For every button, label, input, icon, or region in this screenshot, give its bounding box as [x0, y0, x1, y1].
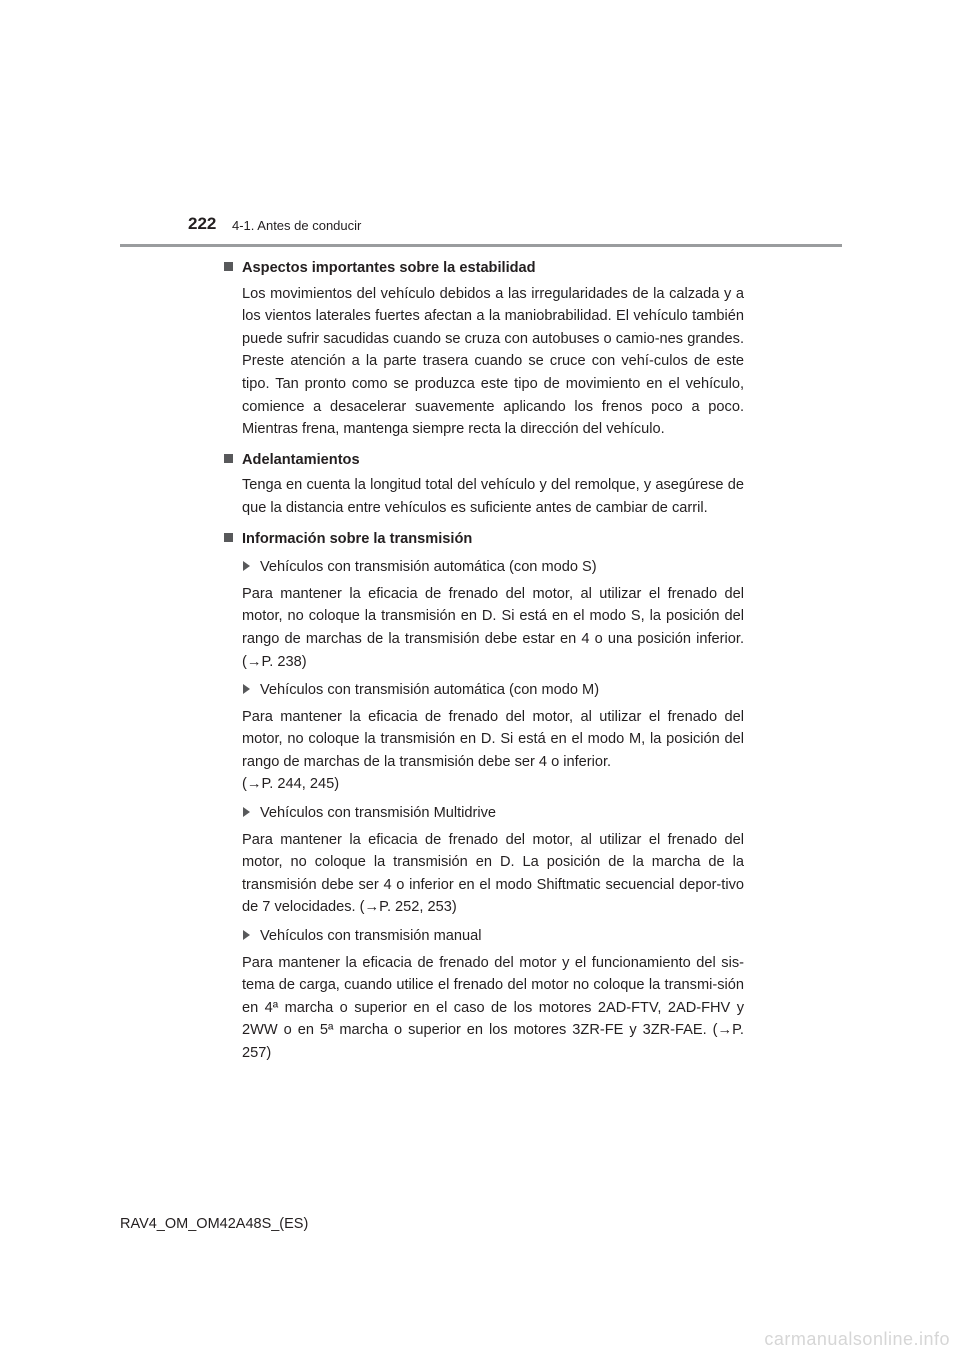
- subsection-heading: [242, 925, 744, 948]
- subsection-title: Vehículos con transmisión automática (con modo S): [260, 559, 597, 576]
- header-divider: [120, 244, 842, 247]
- section-overtaking: [224, 449, 744, 520]
- page-number: 222: [188, 214, 217, 233]
- section-heading: [224, 257, 744, 280]
- section-heading: [224, 449, 744, 472]
- square-bullet-icon: [224, 533, 233, 542]
- section-heading: [224, 528, 744, 551]
- paragraph: Para mantener la eficacia de frenado del motor y el funcionamiento del sis-tema de carga, cuando utilice el frenado del motor no coloque la transmi-sión en 4ª marcha o superior en el caso de los motores 2AD-FTV, 2AD-FHV y 2WW o en 5ª marcha o superior en los motores 3ZR-FE y 3ZR-FAE. (→P. 257): [242, 954, 744, 1061]
- triangle-bullet-icon: [243, 807, 250, 817]
- section-title: Adelantamientos: [242, 451, 360, 468]
- subsection-heading: [242, 556, 744, 579]
- section-title: Aspectos importantes sobre la estabilidad: [242, 260, 536, 276]
- page-reference: (→P. 244, 245): [242, 776, 340, 793]
- watermark: carmanualsonline.info: [764, 1329, 950, 1349]
- main-content: [224, 254, 744, 1073]
- subsection-title: Vehículos con transmisión Multidrive: [260, 805, 497, 822]
- document-code: RAV4_OM_OM42A48S_(ES): [120, 1216, 309, 1232]
- triangle-bullet-icon: [243, 930, 250, 940]
- section-stability: [224, 257, 744, 441]
- square-bullet-icon: [224, 454, 233, 463]
- paragraph: Tenga en cuenta la longitud total del vehículo y del remolque, y asegúrese de que la distancia entre vehículos es suficiente antes de cambiar de carril.: [242, 477, 744, 516]
- subsection-title: Vehículos con transmisión manual: [260, 928, 482, 945]
- chapter-title: 4-1. Antes de conducir: [232, 218, 362, 233]
- square-bullet-icon: [224, 262, 233, 271]
- section-transmission: [224, 528, 744, 1065]
- subsection-title: Vehículos con transmisión automática (con modo M): [260, 682, 600, 699]
- triangle-bullet-icon: [243, 561, 250, 571]
- subsection-heading: [242, 802, 744, 825]
- paragraph: Para mantener la eficacia de frenado del motor, al utilizar el frenado del motor, no coloque la transmisión en D. La posición de la marcha de la transmisión debe ser 4 o inferior en el modo Shiftmatic secuencial depor-tivo de 7 velocidades. (→P. 252, 253): [242, 831, 744, 916]
- paragraph: Los movimientos del vehículo debidos a las irregularidades de la calzada y a los vientos laterales fuertes afectan a la maniobrabilidad. El vehículo también puede sufrir sacudidas cuando se cruza con autobuses o camio-nes grandes. Preste atención a la parte trasera cuando se cruce con vehí-culos de este tipo. Tan pronto como se produzca este tipo de movimiento en el vehículo, comience a desacelerar suavemente aplicando los frenos poco a poco. Mientras frena, mantenga siempre recta la dirección del vehículo.: [242, 285, 744, 438]
- subsection-heading: [242, 679, 744, 702]
- section-title: Información sobre la transmisión: [242, 530, 473, 547]
- paragraph: Para mantener la eficacia de frenado del motor, al utilizar el frenado del motor, no coloque la transmisión en D. Si está en el modo S, la posición del rango de marchas de la transmisión debe estar en 4 o una posición inferior. (→P. 238): [242, 585, 744, 670]
- triangle-bullet-icon: [243, 684, 250, 694]
- paragraph: Para mantener la eficacia de frenado del motor, al utilizar el frenado del motor, no coloque la transmisión en D. Si está en el modo M, la posición del rango de marchas de la transmisión debe ser 4 o inferior.: [242, 708, 744, 770]
